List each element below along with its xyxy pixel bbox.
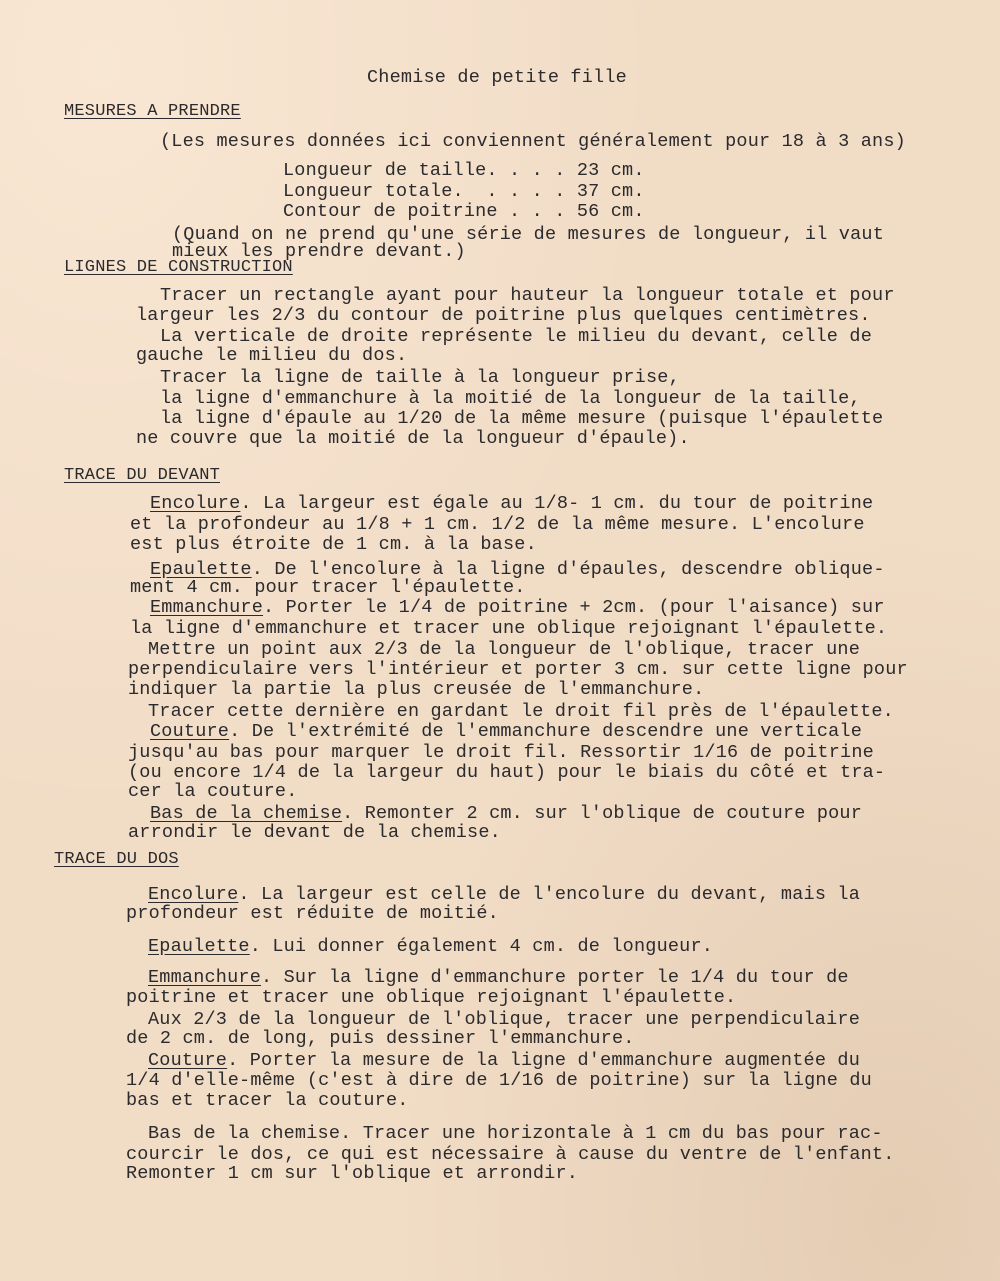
dos-epaulette-line: Epaulette. Lui donner également 4 cm. de longueur. bbox=[148, 936, 714, 957]
section-heading-devant: TRACE DU DEVANT bbox=[64, 466, 221, 485]
devant-couture-label: Couture bbox=[150, 721, 230, 742]
devant-couture-line: jusqu'au bas pour marquer le droit fil. Ressortir 1/16 de poitrine bbox=[128, 742, 874, 763]
lignes-line: Tracer un rectangle ayant pour hauteur la longueur totale et pour bbox=[160, 285, 895, 306]
dos-emmanchure-line: de 2 cm. de long, puis dessiner l'emmanchure. bbox=[126, 1028, 635, 1049]
dos-bas-line: courcir le dos, ce qui est nécessaire à cause du ventre de l'enfant. bbox=[126, 1144, 895, 1165]
measure-item: Longueur totale. . . . . 37 cm. bbox=[283, 181, 645, 202]
devant-bas-line: Bas de la chemise. Remonter 2 cm. sur l'oblique de couture pour bbox=[150, 803, 863, 824]
lignes-line: La verticale de droite représente le milieu du devant, celle de bbox=[160, 326, 873, 347]
dos-emmanchure-line: Aux 2/3 de la longueur de l'oblique, tracer une perpendiculaire bbox=[148, 1009, 861, 1030]
section-heading-mesures: MESURES A PRENDRE bbox=[64, 102, 241, 121]
lignes-line: Tracer la ligne de taille à la longueur prise, bbox=[160, 367, 680, 388]
devant-emmanchure-line: Tracer cette dernière en gardant le droit fil près de l'épaulette. bbox=[148, 701, 894, 722]
devant-emmanchure-label: Emmanchure bbox=[150, 597, 264, 618]
devant-emmanchure-line: la ligne d'emmanchure et tracer une oblique rejoignant l'épaulette. bbox=[130, 618, 888, 639]
lignes-line: la ligne d'épaule au 1/20 de la même mesure (puisque l'épaulette bbox=[160, 408, 884, 429]
dos-emmanchure-line: Emmanchure. Sur la ligne d'emmanchure porter le 1/4 du tour de bbox=[148, 967, 849, 988]
section-heading-lignes: LIGNES DE CONSTRUCTION bbox=[64, 258, 293, 277]
lignes-line: ne couvre que la moitié de la longueur d'épaule). bbox=[136, 428, 690, 449]
devant-encolure-line: Encolure. La largeur est égale au 1/8- 1 cm. du tour de poitrine bbox=[150, 493, 874, 514]
dos-bas-line: Remonter 1 cm sur l'oblique et arrondir. bbox=[126, 1163, 579, 1184]
dos-couture-line: Couture. Porter la mesure de la ligne d'emmanchure augmentée du bbox=[148, 1050, 861, 1071]
devant-epaulette-line: Epaulette. De l'encolure à la ligne d'épaules, descendre oblique- bbox=[150, 559, 885, 580]
devant-encolure-line: et la profondeur au 1/8 + 1 cm. 1/2 de la même mesure. L'encolure bbox=[130, 514, 865, 535]
devant-couture-line: (ou encore 1/4 de la largeur du haut) pour le biais du côté et tra- bbox=[128, 762, 886, 783]
dos-couture-label: Couture bbox=[148, 1050, 228, 1071]
dos-epaulette-label: Epaulette bbox=[148, 936, 250, 957]
devant-bas-label: Bas de la chemise bbox=[150, 803, 343, 824]
dos-emmanchure-label: Emmanchure bbox=[148, 967, 262, 988]
dos-encolure-line: profondeur est réduite de moitié. bbox=[126, 903, 499, 924]
section-heading-dos: TRACE DU DOS bbox=[54, 850, 179, 869]
dos-couture-line: bas et tracer la couture. bbox=[126, 1090, 409, 1111]
page-title: Chemise de petite fille bbox=[367, 67, 627, 88]
devant-emmanchure-line: indiquer la partie la plus creusée de l'emmanchure. bbox=[128, 679, 705, 700]
devant-couture-line: cer la couture. bbox=[128, 781, 298, 802]
devant-emmanchure-line: Emmanchure. Porter le 1/4 de poitrine + 2cm. (pour l'aisance) sur bbox=[150, 597, 885, 618]
devant-couture-line: Couture. De l'extrémité de l'emmanchure descendre une verticale bbox=[150, 721, 863, 742]
mesures-note-line: (Quand on ne prend qu'une série de mesures de longueur, il vaut bbox=[172, 224, 885, 245]
mesures-note-line: mieux les prendre devant.) bbox=[172, 241, 466, 262]
dos-bas-line: Bas de la chemise. Tracer une horizontale à 1 cm du bas pour rac- bbox=[148, 1123, 883, 1144]
dos-emmanchure-line: poitrine et tracer une oblique rejoignant l'épaulette. bbox=[126, 987, 737, 1008]
measure-item: Contour de poitrine . . . 56 cm. bbox=[283, 201, 645, 222]
lignes-line: gauche le milieu du dos. bbox=[136, 345, 408, 366]
devant-emmanchure-line: Mettre un point aux 2/3 de la longueur de l'oblique, tracer une bbox=[148, 639, 861, 660]
devant-encolure-line: est plus étroite de 1 cm. à la base. bbox=[130, 534, 537, 555]
lignes-line: largeur les 2/3 du contour de poitrine plus quelques centimètres. bbox=[136, 305, 871, 326]
lignes-line: la ligne d'emmanchure à la moitié de la longueur de la taille, bbox=[160, 388, 861, 409]
devant-encolure-label: Encolure bbox=[150, 493, 241, 514]
devant-bas-line: arrondir le devant de la chemise. bbox=[128, 822, 501, 843]
devant-epaulette-line: ment 4 cm. pour tracer l'épaulette. bbox=[130, 577, 526, 598]
devant-epaulette-label: Epaulette bbox=[150, 559, 252, 580]
dos-couture-line: 1/4 d'elle-même (c'est à dire de 1/16 de poitrine) sur la ligne du bbox=[126, 1070, 872, 1091]
dos-encolure-line: Encolure. La largeur est celle de l'encolure du devant, mais la bbox=[148, 884, 861, 905]
mesures-intro: (Les mesures données ici conviennent généralement pour 18 à 3 ans) bbox=[160, 131, 906, 152]
dos-encolure-label: Encolure bbox=[148, 884, 239, 905]
measure-item: Longueur de taille. . . . 23 cm. bbox=[283, 160, 645, 181]
devant-emmanchure-line: perpendiculaire vers l'intérieur et porter 3 cm. sur cette ligne pour bbox=[128, 659, 908, 680]
